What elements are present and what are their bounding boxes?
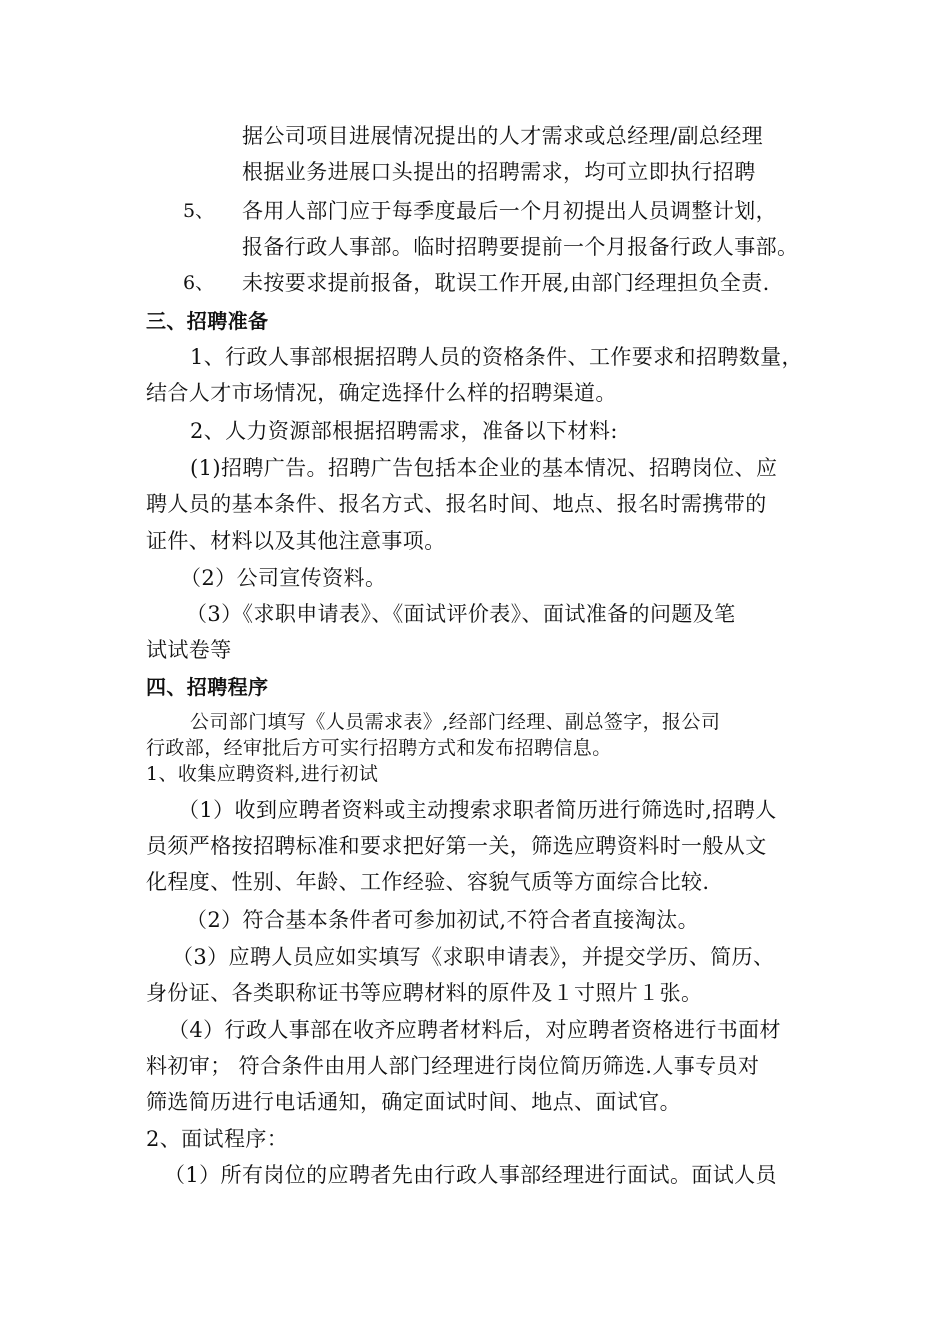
- s3-item1-line3: 证件、材料以及其他注意事项。: [146, 529, 446, 553]
- s4-sub2-heading: 2、面试程序：: [146, 1127, 289, 1151]
- item5-line1: 各用人部门应于每季度最后一个月初提出人员调整计划，: [242, 199, 777, 223]
- s3-para1-line1: 1、行政人事部根据招聘人员的资格条件、工作要求和招聘数量，: [190, 345, 803, 369]
- s3-item1-line2: 聘人员的基本条件、报名方式、报名时间、地点、报名时需携带的: [146, 492, 767, 516]
- item4-continuation-line1: 据公司项目进展情况提出的人才需求或总经理/副总经理: [242, 124, 764, 148]
- item4-continuation-line2: 根据业务进展口头提出的招聘需求，均可立即执行招聘: [242, 160, 756, 184]
- s4-1-item3-line1: （3）应聘人员应如实填写《求职申请表》，并提交学历、简历、: [172, 945, 775, 969]
- item6-number: 6、: [183, 272, 215, 294]
- s3-para1-line2: 结合人才市场情况，确定选择什么样的招聘渠道。: [146, 381, 617, 405]
- item6-line1: 未按要求提前报备，耽误工作开展,由部门经理担负全责.: [242, 271, 770, 295]
- section3-heading: 三、招聘准备: [146, 309, 269, 333]
- s3-item2: （2）公司宣传资料。: [180, 566, 387, 590]
- s4-intro-line2: 行政部，经审批后方可实行招聘方式和发布招聘信息。: [146, 737, 612, 759]
- s3-item1-line1: (1)招聘广告。招聘广告包括本企业的基本情况、招聘岗位、应: [190, 456, 778, 480]
- section4-heading: 四、招聘程序: [146, 675, 269, 699]
- s4-1-item4-line2: 料初审； 符合条件由用人部门经理进行岗位简历筛选.人事专员对: [146, 1054, 760, 1078]
- s3-item3-line1: （3）《求职申请表》、《面试评价表》、面试准备的问题及笔: [186, 602, 736, 626]
- s4-1-item1-line3: 化程度、性别、年龄、工作经验、容貌气质等方面综合比较.: [146, 870, 710, 894]
- s4-1-item3-line2: 身份证、各类职称证书等应聘材料的原件及１寸照片１张。: [146, 981, 703, 1005]
- s3-para2: 2、人力资源部根据招聘需求，准备以下材料:: [190, 419, 618, 443]
- s4-intro-line1: 公司部门填写《人员需求表》,经部门经理、副总签字，报公司: [190, 711, 721, 733]
- item5-line2: 报备行政人事部。临时招聘要提前一个月报备行政人事部。: [242, 235, 799, 259]
- s4-1-item2: （2）符合基本条件者可参加初试,不符合者直接淘汰。: [186, 908, 700, 932]
- s4-1-item1-line1: （1）收到应聘者资料或主动搜索求职者简历进行筛选时,招聘人: [178, 798, 777, 822]
- s4-sub1-heading: 1、收集应聘资料,进行初试: [146, 763, 379, 785]
- s4-1-item4-line3: 筛选简历进行电话通知，确定面试时间、地点、面试官。: [146, 1090, 681, 1114]
- s3-item3-line2: 试试卷等: [146, 638, 232, 662]
- item5-number: 5、: [183, 200, 215, 222]
- s4-1-item1-line2: 员须严格按招聘标准和要求把好第一关，筛选应聘资料时一般从文: [146, 834, 767, 858]
- s4-2-item1-line1: （1）所有岗位的应聘者先由行政人事部经理进行面试。面试人员: [164, 1163, 777, 1187]
- s4-1-item4-line1: （4）行政人事部在收齐应聘者材料后，对应聘者资格进行书面材: [168, 1018, 781, 1042]
